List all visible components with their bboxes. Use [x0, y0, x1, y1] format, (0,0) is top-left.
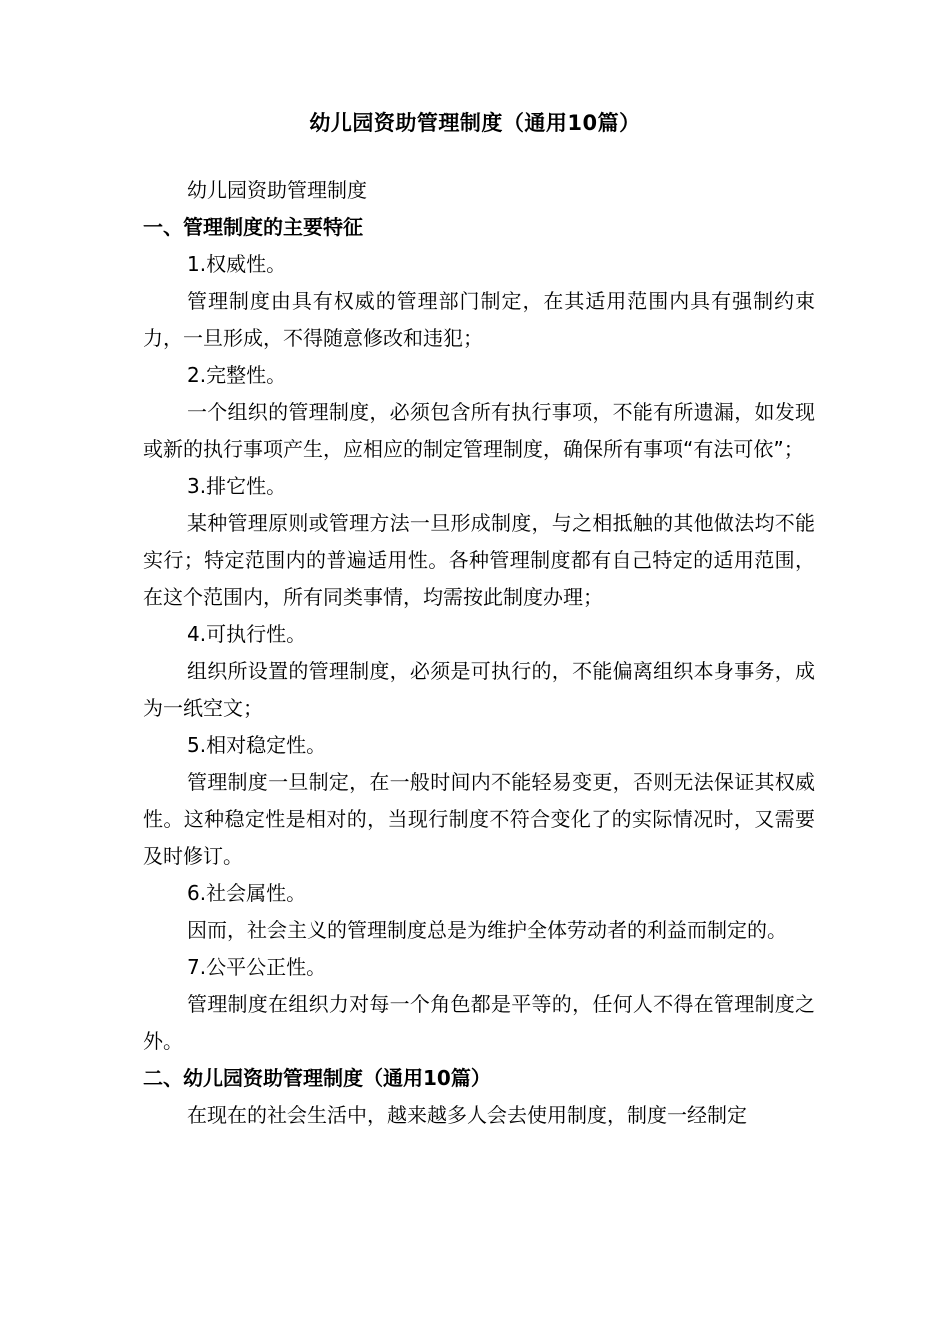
section-heading-1: 一、管理制度的主要特征: [143, 215, 363, 239]
section2-paragraph: 在现在的社会生活中，越来越多人会去使用制度，制度一经制定: [187, 1103, 747, 1127]
item-label-fairness: 7.公平公正性。: [187, 955, 327, 979]
item-text-completeness: 一个组织的管理制度，必须包含所有执行事项，不能有所遗漏，如发现或新的执行事项产生，应相应的制定管理制度，确保所有事项“有法可依”；: [143, 400, 815, 461]
item-label-exclusivity: 3.排它性。: [187, 474, 287, 498]
item-text-social: 因而，社会主义的管理制度总是为维护全体劳动者的利益而制定的。: [187, 918, 787, 942]
item-label-executability: 4.可执行性。: [187, 622, 307, 646]
item-text-authority: 管理制度由具有权威的管理部门制定，在其适用范围内具有强制约束力，一旦形成，不得随意修改和违犯；: [143, 289, 815, 350]
document-subtitle: 幼儿园资助管理制度: [187, 178, 367, 202]
document-title: 幼儿园资助管理制度（通用10篇）: [309, 111, 641, 135]
item-label-completeness: 2.完整性。: [187, 363, 287, 387]
item-text-exclusivity: 某种管理原则或管理方法一旦形成制度，与之相抵触的其他做法均不能实行；特定范围内的普遍适用性。各种管理制度都有自己特定的适用范围，在这个范围内，所有同类事情，均需按此制度办理；: [143, 511, 815, 609]
item-label-authority: 1.权威性。: [187, 252, 287, 276]
section-heading-2: 二、幼儿园资助管理制度（通用10篇）: [143, 1066, 491, 1090]
item-label-social: 6.社会属性。: [187, 881, 307, 905]
item-text-executability: 组织所设置的管理制度，必须是可执行的，不能偏离组织本身事务，成为一纸空文；: [143, 659, 815, 720]
item-text-fairness: 管理制度在组织力对每一个角色都是平等的，任何人不得在管理制度之外。: [143, 992, 815, 1053]
document-body: [143, 172, 815, 1134]
item-text-stability: 管理制度一旦制定，在一般时间内不能轻易变更，否则无法保证其权威性。这种稳定性是相对的，当现行制度不符合变化了的实际情况时，又需要及时修订。: [143, 770, 815, 868]
item-label-stability: 5.相对稳定性。: [187, 733, 327, 757]
